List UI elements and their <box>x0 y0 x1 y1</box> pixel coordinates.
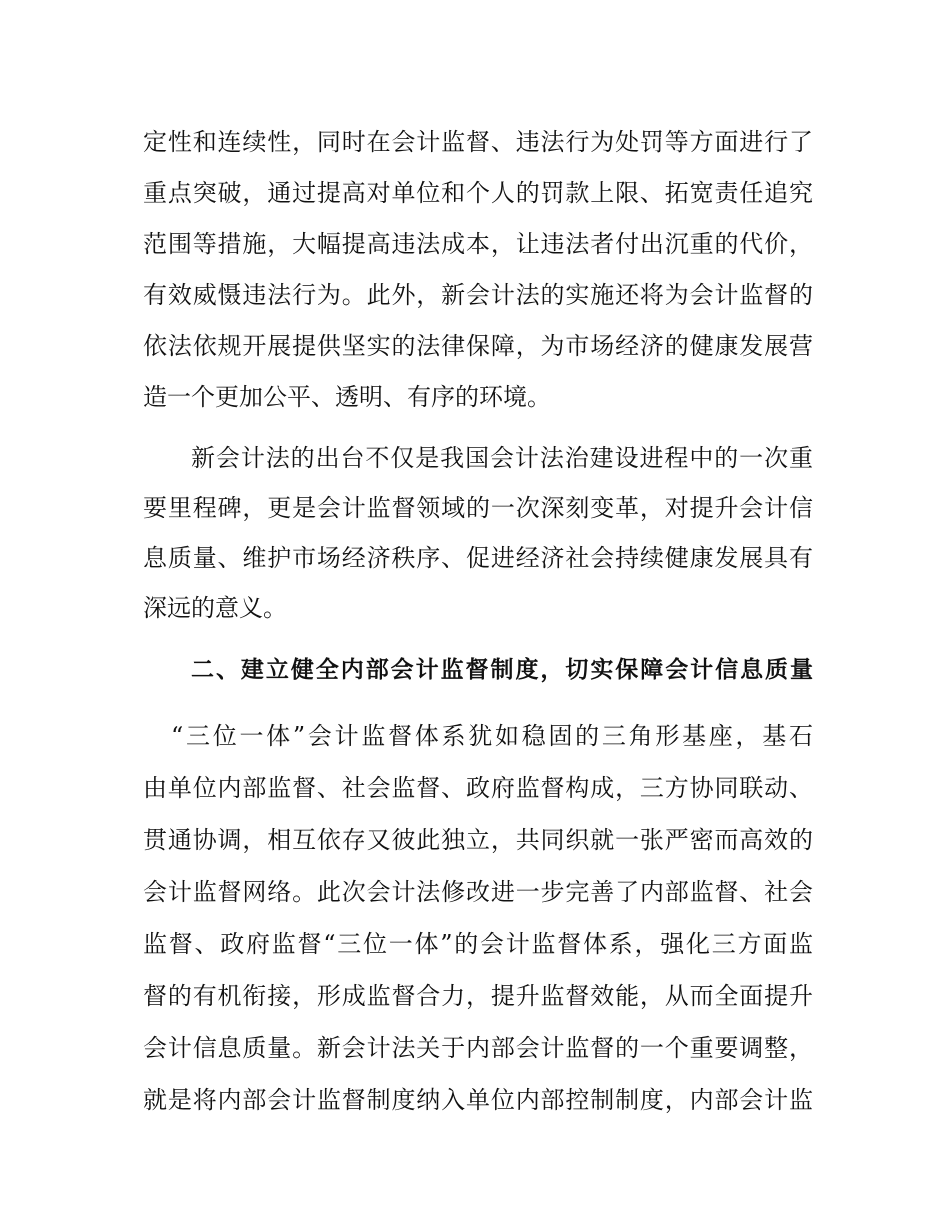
text-line: 造一个更加公平、透明、有序的环境。 <box>143 383 551 411</box>
text-line: 会计监督网络。此次会计法修改进一步完善了内部监督、社会 <box>143 878 813 906</box>
text-line: 息质量、维护市场经济秩序、促进经济社会持续健康发展具有 <box>143 544 813 572</box>
text-line: 贯通协调，相互依存又彼此独立，共同织就一张严密而高效的 <box>143 826 813 854</box>
text-line: 深远的意义。 <box>143 594 287 622</box>
text-line: “三位一体”会计监督体系犹如稳固的三角形基座，基石 <box>171 722 813 750</box>
text-line: 定性和连续性，同时在会计监督、违法行为处罚等方面进行了 <box>143 128 813 156</box>
text-line: 督的有机衔接，形成监督合力，提升监督效能，从而全面提升 <box>143 982 813 1010</box>
text-line: 监督、政府监督“三位一体”的会计监督体系，强化三方面监 <box>143 930 813 958</box>
text-line: 依法依规开展提供坚实的法律保障，为市场经济的健康发展营 <box>143 332 813 360</box>
text-line: 重点突破，通过提高对单位和个人的罚款上限、拓宽责任追究 <box>143 179 813 207</box>
section-heading: 二、建立健全内部会计监督制度，切实保障会计信息质量 <box>191 657 813 683</box>
text-line: 会计信息质量。新会计法关于内部会计监督的一个重要调整， <box>143 1034 813 1062</box>
text-line: 范围等措施，大幅提高违法成本，让违法者付出沉重的代价， <box>143 230 813 258</box>
text-line: 有效威慑违法行为。此外，新会计法的实施还将为会计监督的 <box>143 281 813 309</box>
text-line: 新会计法的出台不仅是我国会计法治建设进程中的一次重 <box>191 444 813 472</box>
text-line: 要里程碑，更是会计监督领域的一次深刻变革，对提升会计信 <box>143 494 813 522</box>
text-line: 就是将内部会计监督制度纳入单位内部控制制度，内部会计监 <box>143 1086 813 1114</box>
text-line: 由单位内部监督、社会监督、政府监督构成，三方协同联动、 <box>143 774 813 802</box>
